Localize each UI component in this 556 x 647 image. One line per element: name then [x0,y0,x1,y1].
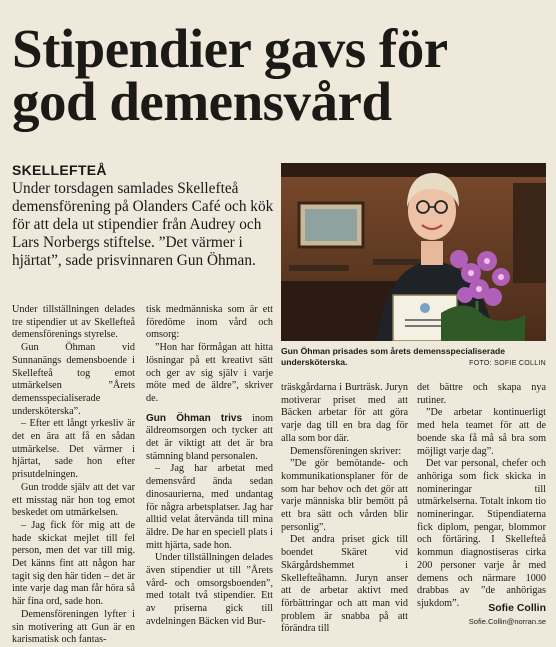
caption-text: Gun Öhman prisades som årets demensspecialiserade undersköterska. [281,346,506,367]
body-paragraph: ”De gör bemötande- och kommunikationsplaner för de som har behov och det gör att varje människa blir bemött på ett bra sätt och vården blir personlig”. [281,458,408,533]
photo-caption [281,346,546,369]
body-paragraph: Under tillställningen delades även stipendier ut till ”Årets vård- och omsorgsboenden”, med totalt två stipendier. Ett av priserna gick till avdelningen Bäcken vid Bur- [146,552,273,627]
byline: Sofie Collin [488,602,546,614]
body-column-2 [146,304,273,629]
body-column-1 [12,304,135,647]
body-paragraph: Det andra priset gick till boendet Skäret vid Skärgårdshemmet i Skellefteåhamn. Juryn anser att de arbetar aktivt med förbättringar och att man vid problem är snabba på att förändra till [281,534,408,635]
photo-illustration [281,163,546,341]
photo-credit: FOTO: SOFIE COLLIN [469,360,546,367]
runin-text: inom äldreomsorgen och tycker att det är viktigt att det är bra stämning bland personalen. [146,412,273,462]
ingress: Under torsdagen samlades Skellefteå demensförening på Olanders Café och kök för att dela ut stipendier från Audrey och Lars Norbergs stiftelse. ”Det värmer i hjärtat”, sade prisvinnaren Gun Öhman. [12,180,274,269]
headline [12,18,546,132]
body-paragraph: – Jag fick för mig att de hade skickat mejlet till fel person, men det var till mig. Det känns fint att någon har tagit sig den här tiden – det är inte varje dag man får höra så här fina ord, sade hon. [12,519,135,608]
body-paragraph: Demensföreningen lyfter i sin motivering att Gun är en karismatisk och fantas- [12,608,135,646]
body-paragraph-runin [146,413,273,464]
body-paragraph: Gun trodde själv att det var ett misstag när hon tog emot beskedet om utmärkelsen. [12,481,135,519]
headline-line-2: god demensvård [12,71,392,132]
runin-heading: Gun Öhman trivs [146,412,243,424]
body-paragraph: Gun Öhman vid Sunnanängs demensboende i Skellefteå tog emot utmärkelsen ”Årets demensspecialiserade undersköterska”. [12,342,135,417]
article-photo [281,163,546,341]
body-paragraph: – Efter ett långt yrkesliv är det en ära att få en sådan utmärkelse. Det värmer i hjärtat, sade hon efter prisutdelningen. [12,418,135,481]
headline-line-1: Stipendier gavs för [12,18,448,79]
body-paragraph: träskgårdarna i Burträsk. Juryn motiverar priset med att Bäcken arbetar för att göra varje dag till en bra dag för alla som bor där. [281,382,408,444]
body-paragraph: – Jag har arbetat med demensvård ända sedan dinosaurierna, med undantag för några arbetsplatser. Jag har alltid velat återvända till mina äldre. De har en speciell plats i mitt hjärta, sade hon. [146,463,273,551]
dateline: SKELLEFTEÅ [12,162,107,178]
body-paragraph: ”De arbetar kontinuerligt med hela teamet för att de boende ska få må så bra som möjligt varje dag”. [417,407,546,457]
body-paragraph: Under tillställningen delades tre stipendier ut av Skellefteå demensförenings styrelse. [12,304,135,341]
body-column-3 [281,382,408,636]
body-paragraph: tisk medmänniska som är ett föredöme inom vård och omsorg: [146,304,273,341]
body-paragraph: det bättre och skapa nya rutiner. [417,382,546,406]
body-paragraph: Demensföreningen skriver: [290,445,402,457]
author-email: Sofie.Collin@norran.se [468,617,546,626]
body-paragraph: Det var personal, chefer och anhöriga som fick skicka in nomineringar till utmärkelserna. Totalt inkom tio nomineringar. Stipendiaterna fick diplom, pengar, blommor och förtäring. I Skellefteå kommun diagnostiseras cirka 200 personer varje år med demens och närmare 1000 drabbas av ”de anhörigas sjukdom”. [417,458,546,609]
body-column-4 [417,382,546,611]
body-paragraph: ”Hon har förmågan att hitta lösningar på ett kreativt sätt och ger av sig själv i varje möte med de äldre”, skriver de. [146,342,273,404]
